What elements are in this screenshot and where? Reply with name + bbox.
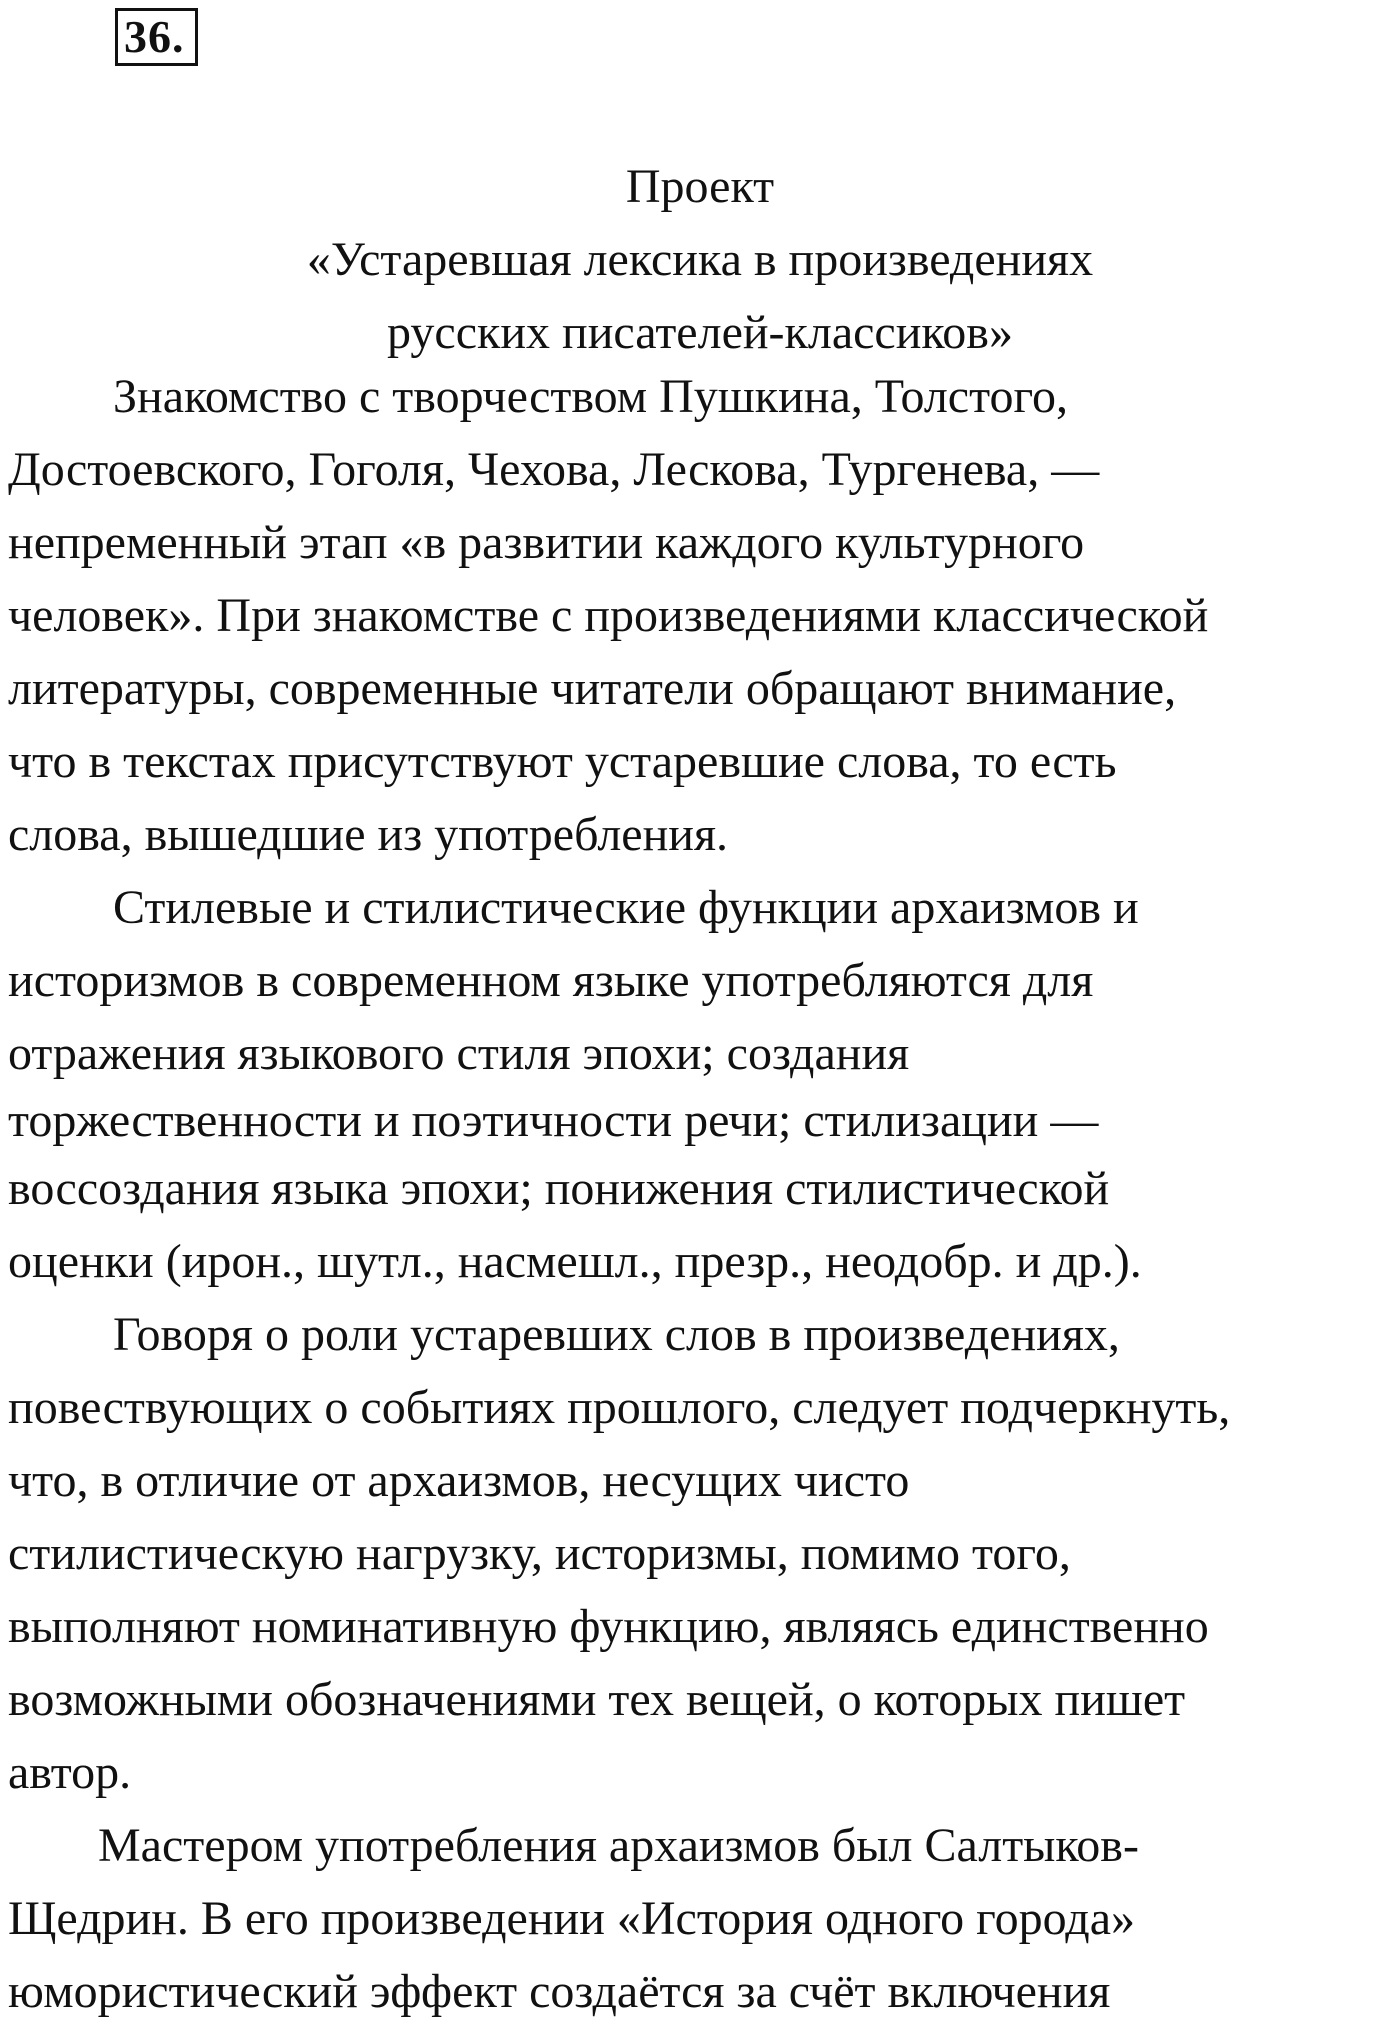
text-line: непременный этап «в развитии каждого культурного bbox=[8, 516, 1085, 569]
text-line: что в текстах присутствуют устаревшие слова, то есть bbox=[8, 735, 1117, 788]
text-line: Щедрин. В его произведении «История одного города» bbox=[8, 1892, 1136, 1945]
text-line: воссоздания языка эпохи; понижения стилистической bbox=[8, 1162, 1110, 1215]
paragraph-3 bbox=[8, 1298, 1388, 1809]
text-line: повествующих о событиях прошлого, следует подчеркнуть, bbox=[8, 1381, 1231, 1434]
paragraph-4 bbox=[8, 1809, 1388, 2028]
text-line: отражения языкового стиля эпохи; создания bbox=[8, 1027, 910, 1080]
text-line: историзмов в современном языке употребляются для bbox=[8, 954, 1094, 1007]
text-line: Достоевского, Гоголя, Чехова, Лескова, Тургенева, — bbox=[8, 443, 1100, 496]
text-line: Стилевые и стилистические функции архаизмов и bbox=[113, 881, 1139, 934]
paragraph-2 bbox=[8, 871, 1388, 1298]
document-body bbox=[8, 360, 1388, 2028]
task-number-box: 36. bbox=[115, 8, 198, 66]
text-line: литературы, современные читатели обращают внимание, bbox=[8, 662, 1177, 715]
text-line: что, в отличие от архаизмов, несущих чисто bbox=[8, 1454, 910, 1507]
text-line: Знакомство с творчеством Пушкина, Толстого, bbox=[113, 370, 1068, 423]
text-line: слова, вышедшие из употребления. bbox=[8, 808, 729, 861]
text-line: человек». При знакомстве с произведениями классической bbox=[8, 589, 1209, 642]
text-line: автор. bbox=[8, 1746, 132, 1799]
text-line: юмористический эффект создаётся за счёт включения bbox=[8, 1965, 1111, 2018]
paragraph-1 bbox=[8, 360, 1388, 871]
text-line: возможными обозначениями тех вещей, о которых пишет bbox=[8, 1673, 1186, 1726]
title-line-1: Проект bbox=[625, 160, 775, 213]
text-line: стилистическую нагрузку, историзмы, помимо того, bbox=[8, 1527, 1071, 1580]
text-line: торжественности и поэтичности речи; стилизации — bbox=[8, 1094, 1099, 1147]
project-title bbox=[0, 150, 1400, 369]
title-line-3: русских писателей-классиков» bbox=[387, 306, 1013, 359]
text-line: Говоря о роли устаревших слов в произведениях, bbox=[113, 1308, 1120, 1361]
text-line: выполняют номинативную функцию, являясь единственно bbox=[8, 1600, 1209, 1653]
text-line: Мастером употребления архаизмов был Салтыков- bbox=[98, 1819, 1139, 1872]
text-line: оценки (ирон., шутл., насмешл., презр., неодобр. и др.). bbox=[8, 1235, 1142, 1288]
title-line-2: «Устаревшая лексика в произведениях bbox=[306, 233, 1094, 286]
